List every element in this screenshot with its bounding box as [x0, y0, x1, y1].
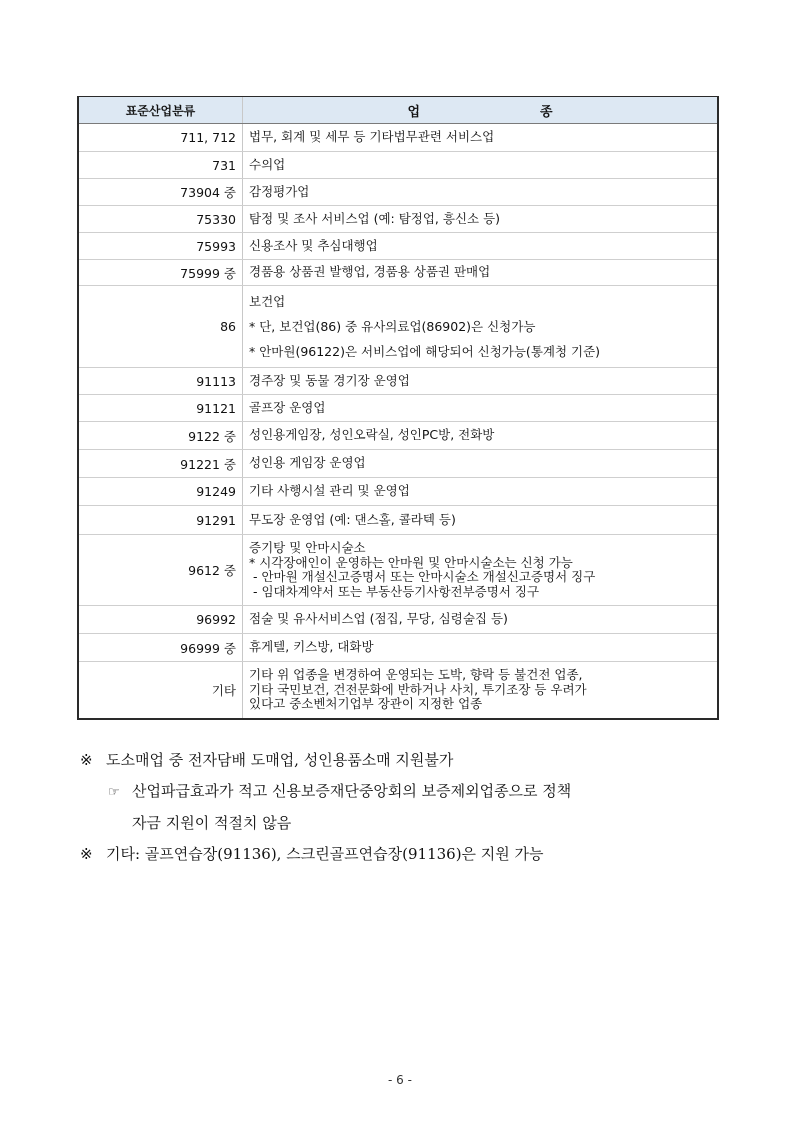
industry-code: 711, 712 [79, 124, 243, 151]
description-line: * 시각장애인이 운영하는 안마원 및 안마시술소는 신청 가능 [249, 554, 573, 570]
description-line: 신용조사 및 추심대행업 [249, 237, 378, 253]
industry-description [243, 422, 717, 449]
industry-code: 96999 중 [79, 634, 243, 661]
industry-code: 91249 [79, 478, 243, 505]
table-header-row [79, 97, 717, 124]
industry-description [243, 206, 717, 232]
table-body [79, 124, 717, 718]
industry-description [243, 233, 717, 259]
industry-description [243, 286, 717, 367]
description-line: 보건업 [249, 294, 286, 309]
table-row [79, 259, 717, 285]
table-row [79, 151, 717, 178]
description-line: 휴게텔, 키스방, 대화방 [249, 639, 374, 655]
note-reason-text: 산업파급효과가 적고 신용보증재단중앙회의 보증제외업종으로 정책 [132, 782, 572, 800]
description-line: 탐정 및 조사 서비스업 (예: 탐정업, 흥신소 등) [249, 210, 501, 226]
table-row [79, 633, 717, 661]
industry-code: 96992 [79, 606, 243, 633]
description-line: * 단, 보건업(86) 중 유사의료업(86902)은 신청가능 [249, 319, 536, 334]
header-industry [243, 97, 717, 123]
industry-code: 75993 [79, 233, 243, 259]
industry-code: 731 [79, 152, 243, 178]
page-number: - 6 - [388, 1073, 412, 1087]
industry-description [243, 606, 717, 633]
industry-description [243, 124, 717, 151]
note-retail [80, 745, 730, 776]
description-line: 골프장 운영업 [249, 399, 326, 415]
description-line: 감정평가업 [249, 183, 310, 199]
description-line: 경품용 상품권 발행업, 경품용 상품권 판매업 [249, 264, 491, 280]
industry-code: 91121 [79, 395, 243, 421]
description-line: 기타 위 업종을 변경하여 운영되는 도박, 향락 등 불건전 업종, [249, 667, 583, 683]
description-line: 기타 국민보건, 건전문화에 반하거나 사치, 투기조장 등 우려가 [249, 681, 587, 697]
note-retail-text: 도소매업 중 전자담배 도매업, 성인용품소매 지원불가 [106, 751, 454, 769]
table-row [79, 505, 717, 534]
description-line: 증기탕 및 안마시술소 [249, 540, 366, 555]
table-row [79, 661, 717, 718]
note-other-text: 기타: 골프연습장(91136), 스크린골프연습장(91136)은 지원 가능 [106, 845, 544, 863]
industry-description [243, 179, 717, 205]
table-row [79, 124, 717, 151]
reference-mark-icon: ※ [80, 751, 93, 769]
industry-description [243, 535, 717, 605]
pointing-hand-icon: ☞ [108, 785, 120, 800]
table-row [79, 477, 717, 505]
table-row [79, 394, 717, 421]
description-line: - 임대차계약서 또는 부동산등기사항전부증명서 징구 [249, 583, 540, 599]
excluded-industries-table [77, 96, 719, 720]
description-line: 있다고 중소벤처기업부 장관이 지정한 업종 [249, 696, 483, 712]
note-reason-cont: 자금 지원이 적절치 않음 [132, 814, 292, 832]
description-line: * 안마원(96122)은 서비스업에 해당되어 신청가능(통계청 기준) [249, 344, 601, 359]
table-row [79, 367, 717, 394]
industry-description [243, 368, 717, 394]
industry-code: 기타 [79, 662, 243, 718]
industry-code: 91291 [79, 506, 243, 534]
industry-code: 91113 [79, 368, 243, 394]
table-row [79, 205, 717, 232]
table-row [79, 178, 717, 205]
description-line: 법무, 회계 및 세무 등 기타법무관련 서비스업 [249, 129, 495, 145]
description-line: 수의업 [249, 156, 286, 172]
table-row [79, 449, 717, 477]
industry-code: 75330 [79, 206, 243, 232]
header-industry-1: 업 [407, 104, 420, 120]
notes-section [80, 745, 730, 870]
industry-code: 91221 중 [79, 450, 243, 477]
table-row [79, 605, 717, 633]
description-line: 성인용게임장, 성인오락실, 성인PC방, 전화방 [249, 427, 495, 443]
industry-code: 75999 중 [79, 260, 243, 285]
table-row [79, 285, 717, 367]
industry-description [243, 634, 717, 661]
industry-description [243, 152, 717, 178]
description-line: 점술 및 유사서비스업 (점집, 무당, 심령술집 등) [249, 611, 508, 627]
industry-description [243, 260, 717, 285]
note-other [80, 839, 730, 870]
header-code: 표준산업분류 [79, 97, 243, 123]
industry-code: 9612 중 [79, 535, 243, 605]
industry-code: 86 [79, 286, 243, 367]
table-row [79, 232, 717, 259]
industry-description [243, 450, 717, 477]
table-row [79, 421, 717, 449]
header-industry-2: 종 [540, 104, 553, 120]
industry-description [243, 506, 717, 534]
industry-code: 9122 중 [79, 422, 243, 449]
description-line: 성인용 게임장 운영업 [249, 455, 366, 471]
description-line: 기타 사행시설 관리 및 운영업 [249, 483, 410, 499]
reference-mark-icon: ※ [80, 845, 93, 863]
description-line: 무도장 운영업 (예: 댄스홀, 콜라텍 등) [249, 511, 456, 527]
description-line: 경주장 및 동물 경기장 운영업 [249, 372, 410, 388]
note-reason [80, 776, 730, 808]
table-row [79, 534, 717, 605]
industry-description [243, 478, 717, 505]
industry-description [243, 662, 717, 718]
description-line: - 안마원 개설신고증명서 또는 안마시술소 개설신고증명서 징구 [249, 569, 596, 584]
industry-code: 73904 중 [79, 179, 243, 205]
industry-description [243, 395, 717, 421]
